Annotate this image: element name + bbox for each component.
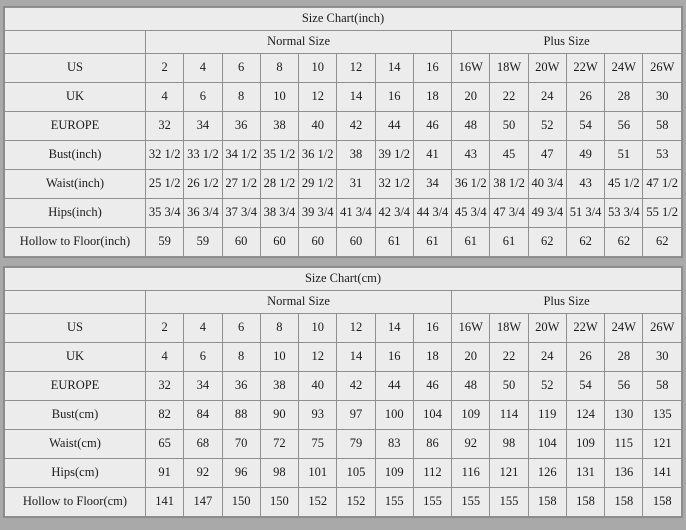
- cell: 14: [337, 343, 375, 372]
- cell: 51 3/4: [566, 199, 604, 228]
- cell: 22: [490, 343, 528, 372]
- cell: 158: [605, 488, 643, 517]
- table-row: [5, 170, 682, 199]
- cell: 34: [184, 372, 222, 401]
- cell: 124: [566, 401, 604, 430]
- cell: 56: [605, 372, 643, 401]
- cell: 105: [337, 459, 375, 488]
- group-normal-size: Normal Size: [146, 31, 452, 54]
- cell: 60: [222, 228, 260, 257]
- cell: 40 3/4: [528, 170, 566, 199]
- cell: 32 1/2: [375, 170, 413, 199]
- group-normal-size: Normal Size: [146, 291, 452, 314]
- cell: 32: [146, 372, 184, 401]
- cell: 72: [260, 430, 298, 459]
- row-label: Hips(inch): [5, 199, 146, 228]
- cell: 98: [260, 459, 298, 488]
- table-row: [5, 430, 682, 459]
- cell: 38: [260, 372, 298, 401]
- cell: 12: [337, 54, 375, 83]
- cell: 26 1/2: [184, 170, 222, 199]
- cell: 45 1/2: [605, 170, 643, 199]
- cell: 16W: [452, 314, 490, 343]
- cell: 6: [184, 343, 222, 372]
- row-label: EUROPE: [5, 112, 146, 141]
- cell: 22W: [566, 314, 604, 343]
- cell: 104: [413, 401, 451, 430]
- table-row: [5, 141, 682, 170]
- cell: 59: [184, 228, 222, 257]
- cell: 4: [146, 343, 184, 372]
- cell: 97: [337, 401, 375, 430]
- cell: 61: [490, 228, 528, 257]
- cell: 158: [643, 488, 682, 517]
- cell: 8: [260, 54, 298, 83]
- cell: 152: [299, 488, 337, 517]
- cell: 55 1/2: [643, 199, 682, 228]
- cell: 2: [146, 54, 184, 83]
- cell: 155: [452, 488, 490, 517]
- cell: 20W: [528, 54, 566, 83]
- cell: 39 1/2: [375, 141, 413, 170]
- cell: 26W: [643, 54, 682, 83]
- cell: 4: [184, 54, 222, 83]
- cell: 44: [375, 112, 413, 141]
- cell: 38 3/4: [260, 199, 298, 228]
- cell: 6: [184, 83, 222, 112]
- cell: 62: [643, 228, 682, 257]
- row-label: UK: [5, 83, 146, 112]
- cell: 92: [452, 430, 490, 459]
- table-row: [5, 401, 682, 430]
- cell: 96: [222, 459, 260, 488]
- cell: 28 1/2: [260, 170, 298, 199]
- cell: 51: [605, 141, 643, 170]
- cell: 24: [528, 343, 566, 372]
- cell: 38: [260, 112, 298, 141]
- cell: 48: [452, 112, 490, 141]
- cell: 114: [490, 401, 528, 430]
- cell: 45 3/4: [452, 199, 490, 228]
- cell: 14: [375, 54, 413, 83]
- cell: 36 3/4: [184, 199, 222, 228]
- cell: 22W: [566, 54, 604, 83]
- cell: 30: [643, 343, 682, 372]
- cell: 4: [184, 314, 222, 343]
- cell: 31: [337, 170, 375, 199]
- cell: 8: [222, 343, 260, 372]
- cell: 49: [566, 141, 604, 170]
- group-blank: [5, 291, 146, 314]
- cell: 100: [375, 401, 413, 430]
- cell: 54: [566, 112, 604, 141]
- cell: 30: [643, 83, 682, 112]
- cell: 37 3/4: [222, 199, 260, 228]
- cell: 60: [337, 228, 375, 257]
- cell: 28: [605, 83, 643, 112]
- cell: 26: [566, 343, 604, 372]
- cell: 28: [605, 343, 643, 372]
- cell: 46: [413, 372, 451, 401]
- chart-group-row: [5, 291, 682, 314]
- cell: 45: [490, 141, 528, 170]
- cell: 35 1/2: [260, 141, 298, 170]
- cell: 32: [146, 112, 184, 141]
- cell: 18W: [490, 314, 528, 343]
- group-plus-size: Plus Size: [452, 291, 682, 314]
- cell: 61: [375, 228, 413, 257]
- cell: 36: [222, 112, 260, 141]
- cell: 158: [566, 488, 604, 517]
- cell: 16: [375, 83, 413, 112]
- cell: 79: [337, 430, 375, 459]
- row-label: UK: [5, 343, 146, 372]
- cell: 46: [413, 112, 451, 141]
- table-row: [5, 372, 682, 401]
- cell: 24: [528, 83, 566, 112]
- table-row: [5, 199, 682, 228]
- cell: 54: [566, 372, 604, 401]
- cell: 24W: [605, 54, 643, 83]
- cell: 44 3/4: [413, 199, 451, 228]
- cell: 14: [337, 83, 375, 112]
- cell: 38 1/2: [490, 170, 528, 199]
- cell: 84: [184, 401, 222, 430]
- cell: 101: [299, 459, 337, 488]
- cell: 16: [375, 343, 413, 372]
- size-chart-inch: [3, 6, 683, 258]
- cell: 32 1/2: [146, 141, 184, 170]
- cell: 48: [452, 372, 490, 401]
- cell: 115: [605, 430, 643, 459]
- cell: 38: [337, 141, 375, 170]
- cell: 90: [260, 401, 298, 430]
- chart-group-row: [5, 31, 682, 54]
- cell: 83: [375, 430, 413, 459]
- cell: 70: [222, 430, 260, 459]
- cell: 16: [413, 54, 451, 83]
- chart-title: Size Chart(inch): [5, 8, 682, 31]
- cell: 34: [413, 170, 451, 199]
- cell: 119: [528, 401, 566, 430]
- size-chart-cm-table: [4, 267, 682, 517]
- cell: 20: [452, 83, 490, 112]
- cell: 6: [222, 314, 260, 343]
- cell: 47 3/4: [490, 199, 528, 228]
- cell: 116: [452, 459, 490, 488]
- table-row: [5, 54, 682, 83]
- cell: 91: [146, 459, 184, 488]
- cell: 44: [375, 372, 413, 401]
- row-label: US: [5, 54, 146, 83]
- cell: 33 1/2: [184, 141, 222, 170]
- cell: 34 1/2: [222, 141, 260, 170]
- cell: 141: [146, 488, 184, 517]
- cell: 12: [299, 83, 337, 112]
- row-label: Hollow to Floor(inch): [5, 228, 146, 257]
- cell: 152: [337, 488, 375, 517]
- cell: 60: [299, 228, 337, 257]
- table-row: [5, 459, 682, 488]
- cell: 36: [222, 372, 260, 401]
- cell: 121: [490, 459, 528, 488]
- size-chart-cm: [3, 266, 683, 518]
- cell: 53: [643, 141, 682, 170]
- cell: 8: [222, 83, 260, 112]
- cell: 34: [184, 112, 222, 141]
- cell: 88: [222, 401, 260, 430]
- cell: 22: [490, 83, 528, 112]
- cell: 109: [566, 430, 604, 459]
- cell: 42: [337, 372, 375, 401]
- cell: 50: [490, 372, 528, 401]
- cell: 52: [528, 112, 566, 141]
- cell: 61: [452, 228, 490, 257]
- row-label: US: [5, 314, 146, 343]
- cell: 26W: [643, 314, 682, 343]
- cell: 155: [375, 488, 413, 517]
- cell: 47 1/2: [643, 170, 682, 199]
- cell: 24W: [605, 314, 643, 343]
- table-row: [5, 83, 682, 112]
- cell: 86: [413, 430, 451, 459]
- chart-title: Size Chart(cm): [5, 268, 682, 291]
- cell: 62: [528, 228, 566, 257]
- table-row: [5, 488, 682, 517]
- cell: 93: [299, 401, 337, 430]
- cell: 41: [413, 141, 451, 170]
- cell: 56: [605, 112, 643, 141]
- cell: 43: [452, 141, 490, 170]
- cell: 109: [375, 459, 413, 488]
- cell: 61: [413, 228, 451, 257]
- cell: 16: [413, 314, 451, 343]
- cell: 131: [566, 459, 604, 488]
- cell: 4: [146, 83, 184, 112]
- cell: 52: [528, 372, 566, 401]
- row-label: Bust(inch): [5, 141, 146, 170]
- chart-title-row: [5, 268, 682, 291]
- size-chart-inch-table: [4, 7, 682, 257]
- cell: 20: [452, 343, 490, 372]
- cell: 10: [260, 343, 298, 372]
- cell: 158: [528, 488, 566, 517]
- cell: 40: [299, 112, 337, 141]
- row-label: EUROPE: [5, 372, 146, 401]
- cell: 135: [643, 401, 682, 430]
- row-label: Hips(cm): [5, 459, 146, 488]
- cell: 112: [413, 459, 451, 488]
- cell: 16W: [452, 54, 490, 83]
- cell: 58: [643, 112, 682, 141]
- cell: 65: [146, 430, 184, 459]
- cell: 18W: [490, 54, 528, 83]
- cell: 62: [566, 228, 604, 257]
- cell: 92: [184, 459, 222, 488]
- cell: 141: [643, 459, 682, 488]
- group-blank: [5, 31, 146, 54]
- row-label: Waist(cm): [5, 430, 146, 459]
- cell: 14: [375, 314, 413, 343]
- cell: 18: [413, 343, 451, 372]
- cell: 42: [337, 112, 375, 141]
- cell: 58: [643, 372, 682, 401]
- cell: 47: [528, 141, 566, 170]
- row-label: Bust(cm): [5, 401, 146, 430]
- cell: 27 1/2: [222, 170, 260, 199]
- chart-title-row: [5, 8, 682, 31]
- cell: 35 3/4: [146, 199, 184, 228]
- cell: 6: [222, 54, 260, 83]
- cell: 26: [566, 83, 604, 112]
- cell: 121: [643, 430, 682, 459]
- cell: 150: [260, 488, 298, 517]
- cell: 53 3/4: [605, 199, 643, 228]
- group-plus-size: Plus Size: [452, 31, 682, 54]
- cell: 68: [184, 430, 222, 459]
- cell: 29 1/2: [299, 170, 337, 199]
- cell: 136: [605, 459, 643, 488]
- cell: 75: [299, 430, 337, 459]
- cell: 60: [260, 228, 298, 257]
- cell: 126: [528, 459, 566, 488]
- table-row: [5, 314, 682, 343]
- cell: 62: [605, 228, 643, 257]
- cell: 20W: [528, 314, 566, 343]
- cell: 150: [222, 488, 260, 517]
- cell: 155: [413, 488, 451, 517]
- cell: 98: [490, 430, 528, 459]
- cell: 43: [566, 170, 604, 199]
- cell: 25 1/2: [146, 170, 184, 199]
- cell: 82: [146, 401, 184, 430]
- cell: 104: [528, 430, 566, 459]
- cell: 40: [299, 372, 337, 401]
- cell: 41 3/4: [337, 199, 375, 228]
- cell: 59: [146, 228, 184, 257]
- table-row: [5, 343, 682, 372]
- cell: 147: [184, 488, 222, 517]
- cell: 18: [413, 83, 451, 112]
- table-row: [5, 228, 682, 257]
- cell: 155: [490, 488, 528, 517]
- cell: 8: [260, 314, 298, 343]
- cell: 10: [299, 314, 337, 343]
- cell: 10: [299, 54, 337, 83]
- cell: 49 3/4: [528, 199, 566, 228]
- cell: 42 3/4: [375, 199, 413, 228]
- cell: 2: [146, 314, 184, 343]
- cell: 50: [490, 112, 528, 141]
- cell: 130: [605, 401, 643, 430]
- cell: 12: [299, 343, 337, 372]
- cell: 36 1/2: [299, 141, 337, 170]
- cell: 39 3/4: [299, 199, 337, 228]
- cell: 109: [452, 401, 490, 430]
- cell: 12: [337, 314, 375, 343]
- cell: 10: [260, 83, 298, 112]
- cell: 36 1/2: [452, 170, 490, 199]
- table-row: [5, 112, 682, 141]
- row-label: Waist(inch): [5, 170, 146, 199]
- row-label: Hollow to Floor(cm): [5, 488, 146, 517]
